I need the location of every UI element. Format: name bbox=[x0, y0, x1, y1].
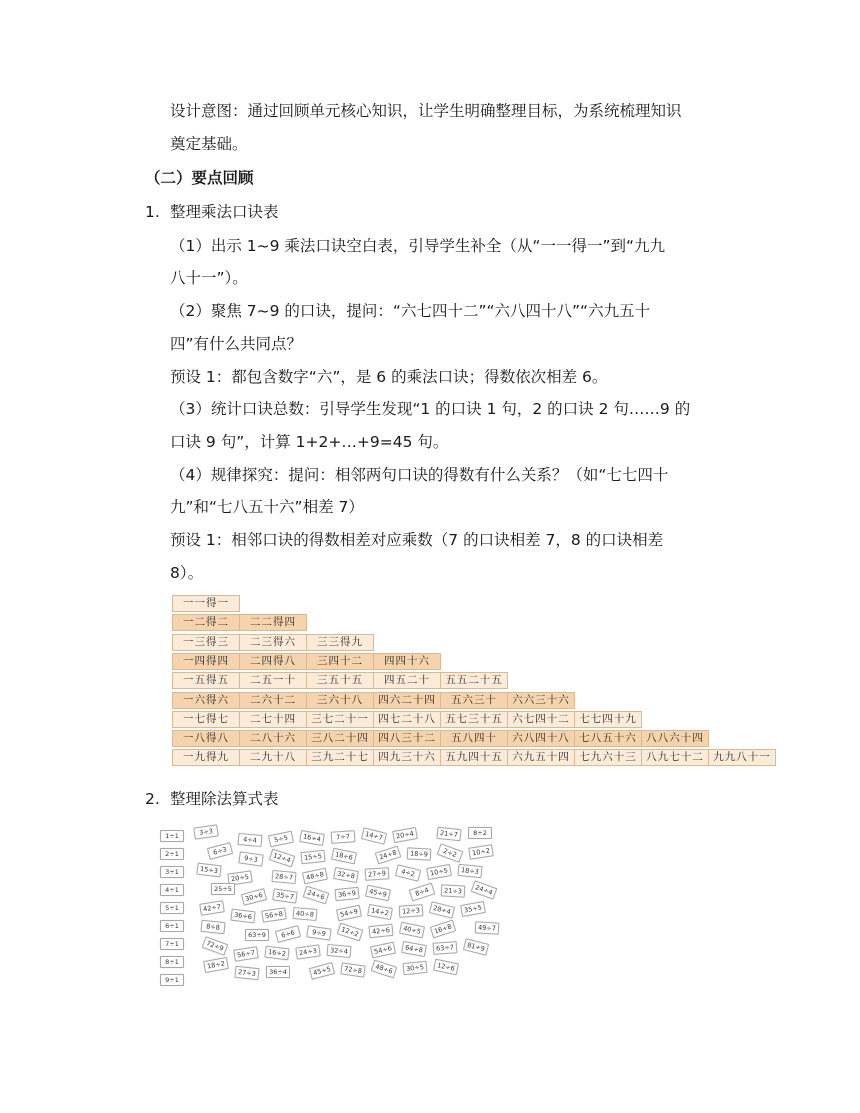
item-1-number: 1. bbox=[145, 203, 160, 221]
multiplication-cell: 二七十四 bbox=[239, 711, 307, 728]
multiplication-cell: 四九三十六 bbox=[373, 749, 441, 766]
division-card: 24÷8 bbox=[375, 846, 402, 865]
division-card: 28÷4 bbox=[429, 901, 455, 918]
multiplication-cell: 三四十二 bbox=[306, 653, 374, 670]
division-card: 12÷6 bbox=[433, 959, 459, 976]
division-card: 28÷7 bbox=[272, 870, 297, 884]
multiplication-cell: 五六三十 bbox=[440, 692, 508, 709]
division-card: 6÷1 bbox=[160, 920, 184, 932]
multiplication-cell: 五八四十 bbox=[440, 730, 508, 747]
division-card: 7÷7 bbox=[331, 830, 356, 844]
division-card: 64÷8 bbox=[401, 941, 427, 957]
multiplication-table bbox=[172, 595, 812, 770]
multiplication-cell: 五五二十五 bbox=[440, 672, 508, 689]
division-cards bbox=[155, 822, 515, 992]
item-1-p3-line-2: 口诀 9 句”，计算 1+2+…+9=45 句。 bbox=[170, 433, 449, 451]
design-intent-line-2: 奠定基础。 bbox=[170, 135, 248, 153]
division-card: 54÷6 bbox=[370, 942, 396, 959]
item-2-title: 整理除法算式表 bbox=[170, 790, 279, 808]
multiplication-cell: 一六得六 bbox=[172, 692, 240, 709]
division-card: 14÷2 bbox=[367, 904, 393, 920]
division-card: 21÷7 bbox=[436, 827, 461, 841]
multiplication-cell: 五七三十五 bbox=[440, 711, 508, 728]
multiplication-cell: 七七四十九 bbox=[574, 711, 642, 728]
multiplication-cell: 六八四十八 bbox=[507, 730, 575, 747]
multiplication-cell: 一四得四 bbox=[172, 653, 240, 670]
multiplication-cell: 一二得二 bbox=[172, 614, 240, 631]
division-card: 49÷7 bbox=[475, 921, 500, 934]
design-intent-line-1: 设计意图：通过回顾单元核心知识，让学生明确整理目标，为系统梳理知识 bbox=[170, 102, 682, 120]
division-card: 24÷6 bbox=[303, 886, 330, 905]
division-card: 8÷4 bbox=[409, 883, 436, 902]
division-card: 30÷6 bbox=[241, 888, 267, 906]
item-1-p2-line-1: （2）聚焦 7~9 的口诀，提问：“六七四十二”“六八四十八”“六九五十 bbox=[170, 302, 651, 320]
division-card: 7÷1 bbox=[160, 938, 184, 950]
multiplication-cell: 七九六十三 bbox=[574, 749, 642, 766]
division-card: 63÷7 bbox=[433, 941, 458, 955]
division-card: 15÷3 bbox=[196, 863, 221, 878]
item-2-number: 2. bbox=[145, 790, 160, 808]
item-1-title: 整理乘法口诀表 bbox=[170, 203, 279, 221]
division-card: 8÷8 bbox=[200, 920, 225, 934]
item-1-p4-preset-line-2: 8）。 bbox=[170, 564, 204, 582]
division-card: 2÷1 bbox=[160, 848, 184, 860]
item-1-p4-line-2: 九”和“七八五十六”相差 7） bbox=[170, 498, 364, 516]
multiplication-cell: 四六二十四 bbox=[373, 692, 441, 709]
division-card: 27÷3 bbox=[234, 966, 259, 980]
division-card: 2÷2 bbox=[437, 843, 464, 862]
division-card: 9÷3 bbox=[238, 851, 263, 866]
multiplication-cell: 二三得六 bbox=[239, 634, 307, 651]
multiplication-cell: 五九四十五 bbox=[440, 749, 508, 766]
division-card: 48÷8 bbox=[302, 868, 328, 885]
division-card: 15÷5 bbox=[300, 850, 325, 864]
division-card: 54÷9 bbox=[336, 905, 362, 922]
division-card: 4÷4 bbox=[238, 833, 263, 847]
division-card: 72÷9 bbox=[202, 936, 229, 955]
multiplication-cell: 一三得三 bbox=[172, 634, 240, 651]
division-card: 12÷4 bbox=[269, 849, 296, 868]
multiplication-cell: 六七四十二 bbox=[507, 711, 575, 728]
multiplication-cell: 二二得四 bbox=[239, 614, 307, 631]
multiplication-cell: 三六十八 bbox=[306, 692, 374, 709]
division-card: 40÷5 bbox=[399, 922, 425, 939]
multiplication-cell: 二六十二 bbox=[239, 692, 307, 709]
item-1-p4-preset-line-1: 预设 1：相邻口诀的得数相差对应乘数（7 的口诀相差 7，8 的口诀相差 bbox=[170, 531, 664, 549]
multiplication-cell: 二八十六 bbox=[239, 730, 307, 747]
multiplication-cell: 四八三十二 bbox=[373, 730, 441, 747]
multiplication-cell: 四四十六 bbox=[373, 653, 441, 670]
division-card: 10÷2 bbox=[468, 844, 494, 860]
multiplication-cell: 一五得五 bbox=[172, 672, 240, 689]
division-card: 56÷7 bbox=[233, 946, 259, 962]
division-card: 16÷8 bbox=[430, 920, 457, 939]
multiplication-cell: 一一得一 bbox=[172, 595, 240, 612]
division-card: 8÷2 bbox=[468, 827, 492, 839]
division-card: 12÷3 bbox=[399, 904, 424, 918]
division-card: 5÷5 bbox=[268, 831, 294, 848]
division-card: 8÷1 bbox=[160, 956, 184, 968]
division-card: 1÷1 bbox=[160, 830, 184, 842]
division-card: 81÷9 bbox=[463, 938, 489, 955]
division-card: 35÷5 bbox=[460, 901, 486, 917]
division-card: 35÷7 bbox=[272, 888, 297, 903]
multiplication-cell: 六九五十四 bbox=[507, 749, 575, 766]
item-1-p1-line-2: 八十一”）。 bbox=[170, 269, 248, 287]
division-card: 72÷8 bbox=[340, 962, 365, 977]
multiplication-cell: 三三得九 bbox=[306, 634, 374, 651]
division-card: 24÷3 bbox=[295, 944, 320, 959]
division-card: 20÷4 bbox=[392, 827, 418, 843]
division-card: 12÷2 bbox=[337, 923, 364, 942]
multiplication-cell: 四七二十八 bbox=[373, 711, 441, 728]
division-card: 4÷2 bbox=[395, 864, 421, 881]
division-card: 45÷5 bbox=[309, 962, 335, 980]
item-1-p3-line-1: （3）统计口诀总数：引导学生发现“1 的口诀 1 句，2 的口诀 2 句……9 的 bbox=[170, 400, 691, 418]
division-card: 56÷8 bbox=[261, 907, 286, 922]
multiplication-cell: 一九得九 bbox=[172, 749, 240, 766]
division-card: 42÷6 bbox=[368, 924, 393, 938]
multiplication-cell: 八八六十四 bbox=[641, 730, 709, 747]
item-1-p4-line-1: （4）规律探究：提问：相邻两句口诀的得数有什么关系？（如“七七四十 bbox=[170, 466, 669, 484]
division-card: 16÷2 bbox=[264, 946, 289, 961]
division-card: 42÷7 bbox=[199, 900, 225, 916]
division-card: 4÷1 bbox=[160, 884, 184, 896]
multiplication-cell: 二九十八 bbox=[239, 749, 307, 766]
multiplication-cell: 七八五十六 bbox=[574, 730, 642, 747]
multiplication-cell: 二四得八 bbox=[239, 653, 307, 670]
multiplication-cell: 四五二十 bbox=[373, 672, 441, 689]
division-card: 48÷6 bbox=[371, 960, 398, 979]
multiplication-cell: 一八得八 bbox=[172, 730, 240, 747]
division-card: 9÷1 bbox=[160, 974, 184, 986]
multiplication-cell: 二五一十 bbox=[239, 672, 307, 689]
multiplication-cell: 八九七十二 bbox=[641, 749, 709, 766]
division-card: 25÷5 bbox=[211, 883, 235, 895]
division-card: 6÷3 bbox=[207, 842, 233, 860]
division-card: 36÷6 bbox=[230, 909, 255, 924]
item-1-p2-preset: 预设 1：都包含数字“六”，是 6 的乘法口诀；得数依次相差 6。 bbox=[170, 368, 608, 386]
division-card: 6÷6 bbox=[275, 925, 301, 943]
division-card: 36÷9 bbox=[334, 887, 359, 901]
division-card: 18÷9 bbox=[407, 847, 432, 860]
division-card: 45÷9 bbox=[365, 885, 391, 902]
multiplication-cell: 三九二十七 bbox=[306, 749, 374, 766]
division-card: 21÷3 bbox=[441, 884, 466, 897]
division-card: 24÷4 bbox=[471, 880, 498, 899]
division-card: 18÷2 bbox=[203, 957, 229, 973]
division-card: 9÷9 bbox=[306, 925, 331, 940]
item-1-p1-line-1: （1）出示 1~9 乘法口诀空白表，引导学生补全（从“一一得一”到“九九 bbox=[170, 237, 666, 255]
multiplication-cell: 六六三十六 bbox=[507, 692, 575, 709]
division-card: 16÷4 bbox=[299, 830, 325, 846]
multiplication-cell: 三七二十一 bbox=[306, 711, 374, 728]
division-card: 32÷4 bbox=[327, 944, 352, 958]
multiplication-cell: 三五十五 bbox=[306, 672, 374, 689]
division-card: 3÷1 bbox=[160, 866, 184, 878]
division-card: 32÷8 bbox=[333, 867, 359, 883]
section-heading: （二）要点回顾 bbox=[145, 169, 254, 187]
division-card: 18÷3 bbox=[457, 864, 482, 878]
multiplication-cell: 三八二十四 bbox=[306, 730, 374, 747]
multiplication-cell: 一七得七 bbox=[172, 711, 240, 728]
division-card: 40÷8 bbox=[293, 907, 318, 921]
division-card: 30÷5 bbox=[402, 961, 427, 975]
division-card: 27÷9 bbox=[365, 867, 390, 881]
division-card: 3÷3 bbox=[193, 824, 218, 839]
division-card: 14÷7 bbox=[361, 827, 387, 844]
division-card: 36÷4 bbox=[266, 966, 290, 978]
division-card: 63÷9 bbox=[245, 929, 269, 941]
item-1-p2-line-2: 四”有什么共同点？ bbox=[170, 335, 303, 353]
multiplication-cell: 九九八十一 bbox=[708, 749, 776, 766]
division-card: 20÷5 bbox=[227, 870, 252, 885]
division-card: 10÷5 bbox=[426, 864, 452, 880]
division-card: 18÷6 bbox=[331, 848, 357, 865]
division-card: 5÷1 bbox=[160, 902, 184, 914]
